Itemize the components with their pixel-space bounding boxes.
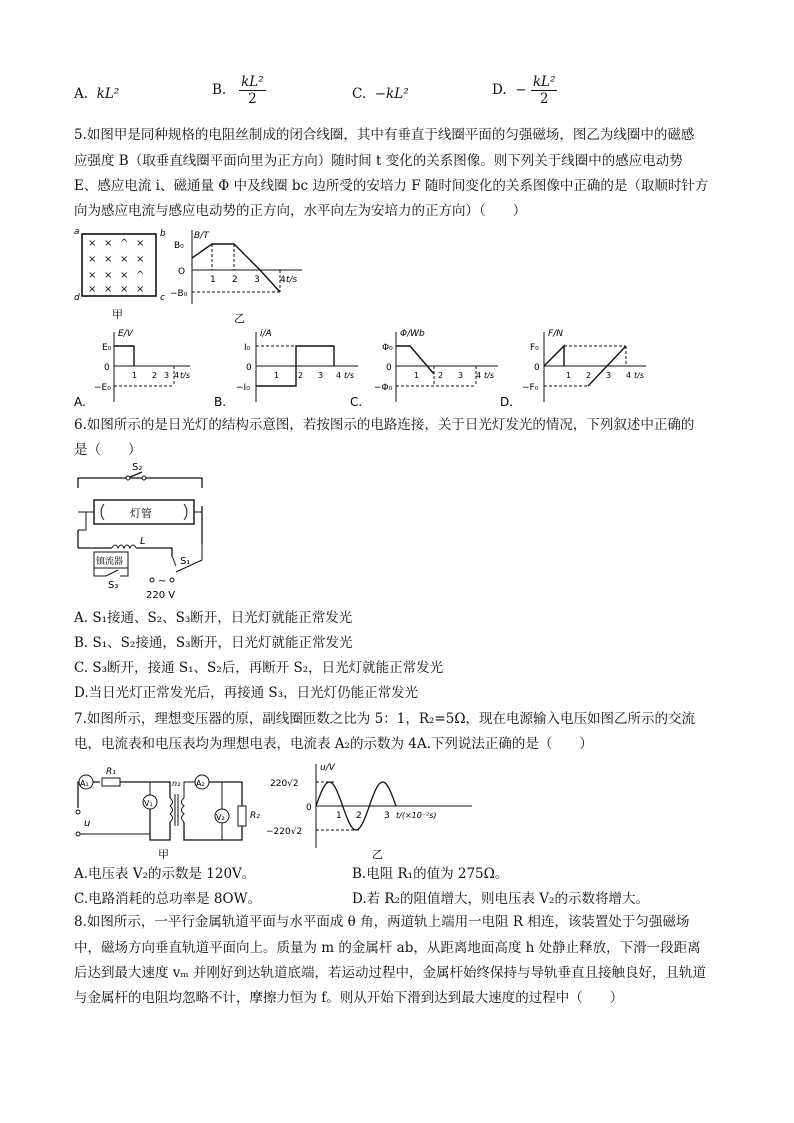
origin-label: 0 — [534, 363, 540, 373]
ballast-label: 镇流器 — [96, 557, 124, 567]
q4-option-c: C. −kL² — [352, 86, 409, 102]
tick-label: 3 — [606, 371, 612, 380]
corner-label: b — [160, 229, 166, 239]
tube-label: 灯管 — [130, 507, 152, 520]
svg-text:×: × — [104, 284, 113, 295]
axis-label: u/V — [320, 763, 335, 773]
origin-label: 0 — [386, 363, 392, 373]
tick-label: 4 — [280, 275, 286, 285]
q7-voltage-graph — [266, 760, 476, 861]
q5-option-d-graph — [500, 324, 650, 408]
secondary-coil — [182, 798, 185, 822]
neg-label: −Φ₀ — [374, 383, 393, 393]
q7-option-d: D.若 R₂的阻值增大，则电压表 V₂的示数将增大。 — [352, 891, 649, 907]
tick-label: 2 — [438, 371, 444, 380]
origin-label: 0 — [306, 803, 312, 813]
neg-label: −I₀ — [236, 383, 250, 393]
q6-option-a: A. S₁接通、S₂、S₃断开，日光灯就能正常发光 — [74, 610, 353, 626]
svg-text:×: × — [88, 238, 97, 249]
tick-label: 3 — [164, 371, 170, 380]
magnetic-field-crosses — [88, 238, 144, 295]
q8-text-line: 后达到最大速度 vₘ 并刚好到达轨道底端，若运动过程中，金属杆始终保持与导轨垂直且接触良好，且轨道 — [74, 965, 706, 981]
q7-option-b: B.电阻 R₁的值为 275Ω。 — [352, 866, 509, 882]
axis-label: t/s — [286, 275, 298, 285]
meter-label: A₂ — [196, 779, 205, 788]
tick-label: 4 — [174, 371, 180, 380]
q5-option-b-graph — [212, 324, 362, 408]
filament — [101, 504, 104, 520]
q7-transformer-circuit — [72, 768, 272, 860]
option-letter: C. — [350, 395, 363, 409]
meter-label: A₁ — [80, 779, 89, 788]
q5-text-line: E、感应电流 i、磁通量 Φ 中及线圈 bc 边所受的安培力 F 随时间变化的关系图像中正确的是（取顺时针方 — [74, 178, 709, 194]
q7-text-line: 电，电流表和电压表均为理想电表，电流表 A₂的示数为 4A.下列说法正确的是（ ） — [74, 736, 593, 752]
switch-s3 — [106, 570, 118, 576]
pos-label: F₀ — [530, 343, 539, 353]
q7-option-a: A.电压表 V₂的示数是 120V。 — [74, 866, 256, 882]
q5-text-line: 5.如图甲是同种规格的电阻丝制成的闭合线圈，其中有垂直于线圈平面的匀强磁场，图乙为线圈中的磁感 — [74, 127, 695, 143]
axis-label: F/N — [548, 329, 563, 339]
neg-b0-label: −B₀ — [170, 289, 188, 299]
q8-text-line: 8.如图所示，一平行金属轨道平面与水平面成 θ 角，两道轨上端用一电阻 R 相连，该装置处于匀强磁场 — [74, 914, 690, 930]
tick-label: 2 — [298, 371, 304, 380]
option-letter: D. — [500, 395, 514, 409]
q7-text-line: 7.如图所示，理想变压器的原，副线圈匝数之比为 5：1，R₂=5Ω，现在电源输入电压如图乙所示的交流 — [74, 711, 696, 727]
figure-caption: 乙 — [234, 312, 245, 325]
tick-label: 2 — [232, 275, 238, 285]
tick-label: 2 — [356, 811, 362, 821]
svg-text:~: ~ — [158, 576, 167, 587]
svg-text:×: × — [104, 270, 113, 281]
pos-label: E₀ — [102, 343, 112, 353]
q4-option-b: B. $\frac{\text{kL²}}{2}$ — [212, 74, 264, 107]
tick-label: 4 — [336, 371, 342, 380]
svg-text:×: × — [136, 238, 145, 249]
corner-label: d — [74, 293, 80, 303]
resistor-r2 — [238, 806, 246, 826]
figure-caption: 甲 — [112, 308, 123, 321]
tick-label: 3 — [254, 275, 260, 285]
svg-text:×: × — [136, 284, 145, 295]
q4-option-a: A. kL² — [74, 86, 120, 102]
fraction: $\frac{\text{kL²}}{2}$ — [532, 74, 556, 107]
inductor-label: L — [140, 536, 146, 547]
tick-label: 1 — [274, 371, 280, 380]
svg-text:×: × — [120, 270, 129, 281]
svg-text:×: × — [88, 254, 97, 265]
q4-option-d: D. − $\frac{\text{kL²}}{2}$ — [492, 74, 556, 107]
svg-text:×: × — [120, 254, 129, 265]
svg-text:^: ^ — [120, 238, 129, 249]
q6-option-d: D.当日光灯正常发光后，再接通 S₃，日光灯仍能正常发光 — [74, 685, 419, 701]
q5-option-c-graph — [352, 324, 502, 408]
corner-label: c — [160, 293, 165, 303]
q7-option-c: C.电路消耗的总功率是 8OW。 — [74, 891, 261, 907]
switch-label: S₃ — [108, 580, 119, 591]
supply-label: 220 V — [146, 590, 176, 601]
switch-s1 — [172, 556, 176, 566]
q5-text-line: 向为感应电流与感应电动势的正方向，水平向左为安培力的正方向）（ ） — [74, 203, 527, 219]
meter-label: V₂ — [216, 813, 225, 822]
pos-label: I₀ — [244, 343, 251, 353]
switch-label: S₂ — [132, 462, 143, 473]
q6-option-c: C. S₃断开，接通 S₁、S₂后，再断开 S₂，日光灯就能正常发光 — [74, 660, 444, 676]
axis-label: B/T — [194, 231, 209, 241]
neg-peak-label: −220√2 — [266, 827, 303, 837]
axis-label: i/A — [260, 329, 272, 339]
tick-label: 2 — [152, 371, 158, 380]
option-letter: A. — [74, 395, 86, 409]
tick-label: 3 — [458, 371, 464, 380]
figure-caption: 甲 — [158, 848, 169, 861]
f-curve — [544, 346, 564, 366]
svg-text:×: × — [88, 284, 97, 295]
axis-label: t/s — [484, 371, 494, 380]
q5-b-t-graph — [172, 228, 312, 324]
origin-label: 0 — [246, 363, 252, 373]
svg-text:×: × — [120, 284, 129, 295]
e-curve — [114, 346, 134, 366]
tick-label: 1 — [210, 275, 216, 285]
q8-text-line: 与金属杆的电阻均忽略不计，摩擦力恒为 f。则从开始下滑到达到最大速度的过程中（ ） — [74, 990, 624, 1006]
axis-label: t/s — [344, 371, 354, 380]
tick-label: 1 — [566, 371, 572, 380]
svg-text:×: × — [88, 270, 97, 281]
svg-text:×: × — [104, 254, 113, 265]
svg-text:×: × — [104, 238, 113, 249]
neg-label: −E₀ — [94, 383, 111, 393]
source-label: u — [84, 818, 91, 829]
corner-label: a — [74, 227, 80, 237]
tick-label: 4 — [476, 371, 482, 380]
q6-text-line: 是（ ） — [74, 442, 142, 458]
figure-caption: 乙 — [372, 848, 383, 861]
axis-label: t/s — [180, 371, 190, 380]
inductor-coil — [112, 545, 136, 548]
q6-fluorescent-circuit — [72, 464, 222, 602]
neg-label: −F₀ — [522, 383, 539, 393]
origin-label: O — [178, 267, 186, 277]
q6-text-line: 6.如图所示的是日光灯的结构示意图，若按图示的电路连接，关于日光灯发光的情况，下列叙述中正确的 — [74, 417, 695, 433]
tick-label: 4 — [626, 371, 632, 380]
q5-option-a-graph — [74, 324, 194, 408]
peak-label: 220√2 — [270, 779, 299, 789]
b0-label: B₀ — [174, 241, 184, 251]
tick-label: 2 — [586, 371, 592, 380]
tick-label: 1 — [414, 371, 420, 380]
switch-label: S₁ — [180, 556, 191, 567]
tick-label: 1 — [336, 811, 342, 821]
fraction: $\frac{\text{kL²}}{2}$ — [241, 74, 264, 107]
tick-label: 3 — [318, 371, 324, 380]
q5-text-line: 应强度 B（取垂直线圈平面向里为正方向）随时间 t 变化的关系图像。则下列关于线圈中的感应电动势 — [74, 153, 683, 169]
axis-label: t/(×10⁻²s) — [396, 811, 437, 820]
svg-text:^: ^ — [136, 270, 145, 281]
pos-label: Φ₀ — [382, 343, 393, 353]
turns-label: n₂ — [172, 779, 181, 788]
option-letter: B. — [214, 395, 227, 409]
resistor-r1 — [102, 778, 120, 786]
q8-text-line: 中，磁场方向垂直轨道平面向上。质量为 m 的金属杆 ab，从距离地面高度 h 处静止释放，下滑一段距离 — [74, 940, 701, 956]
q6-option-b: B. S₁、S₂接通，S₃断开，日光灯就能正常发光 — [74, 635, 353, 651]
axis-label: t/s — [634, 371, 644, 380]
axis-label: E/V — [118, 329, 133, 339]
tick-label: 3 — [384, 811, 390, 821]
resistor-label: R₁ — [106, 767, 116, 777]
tick-label: 1 — [132, 371, 138, 380]
axis-label: Φ/Wb — [400, 329, 425, 339]
filament — [184, 504, 187, 520]
origin-label: 0 — [104, 363, 110, 373]
resistor-label: R₂ — [250, 811, 260, 821]
svg-text:×: × — [136, 254, 145, 265]
phi-curve — [396, 346, 434, 374]
q5-coil-figure — [74, 228, 170, 320]
meter-label: V₁ — [144, 799, 153, 808]
primary-coil — [170, 798, 173, 822]
